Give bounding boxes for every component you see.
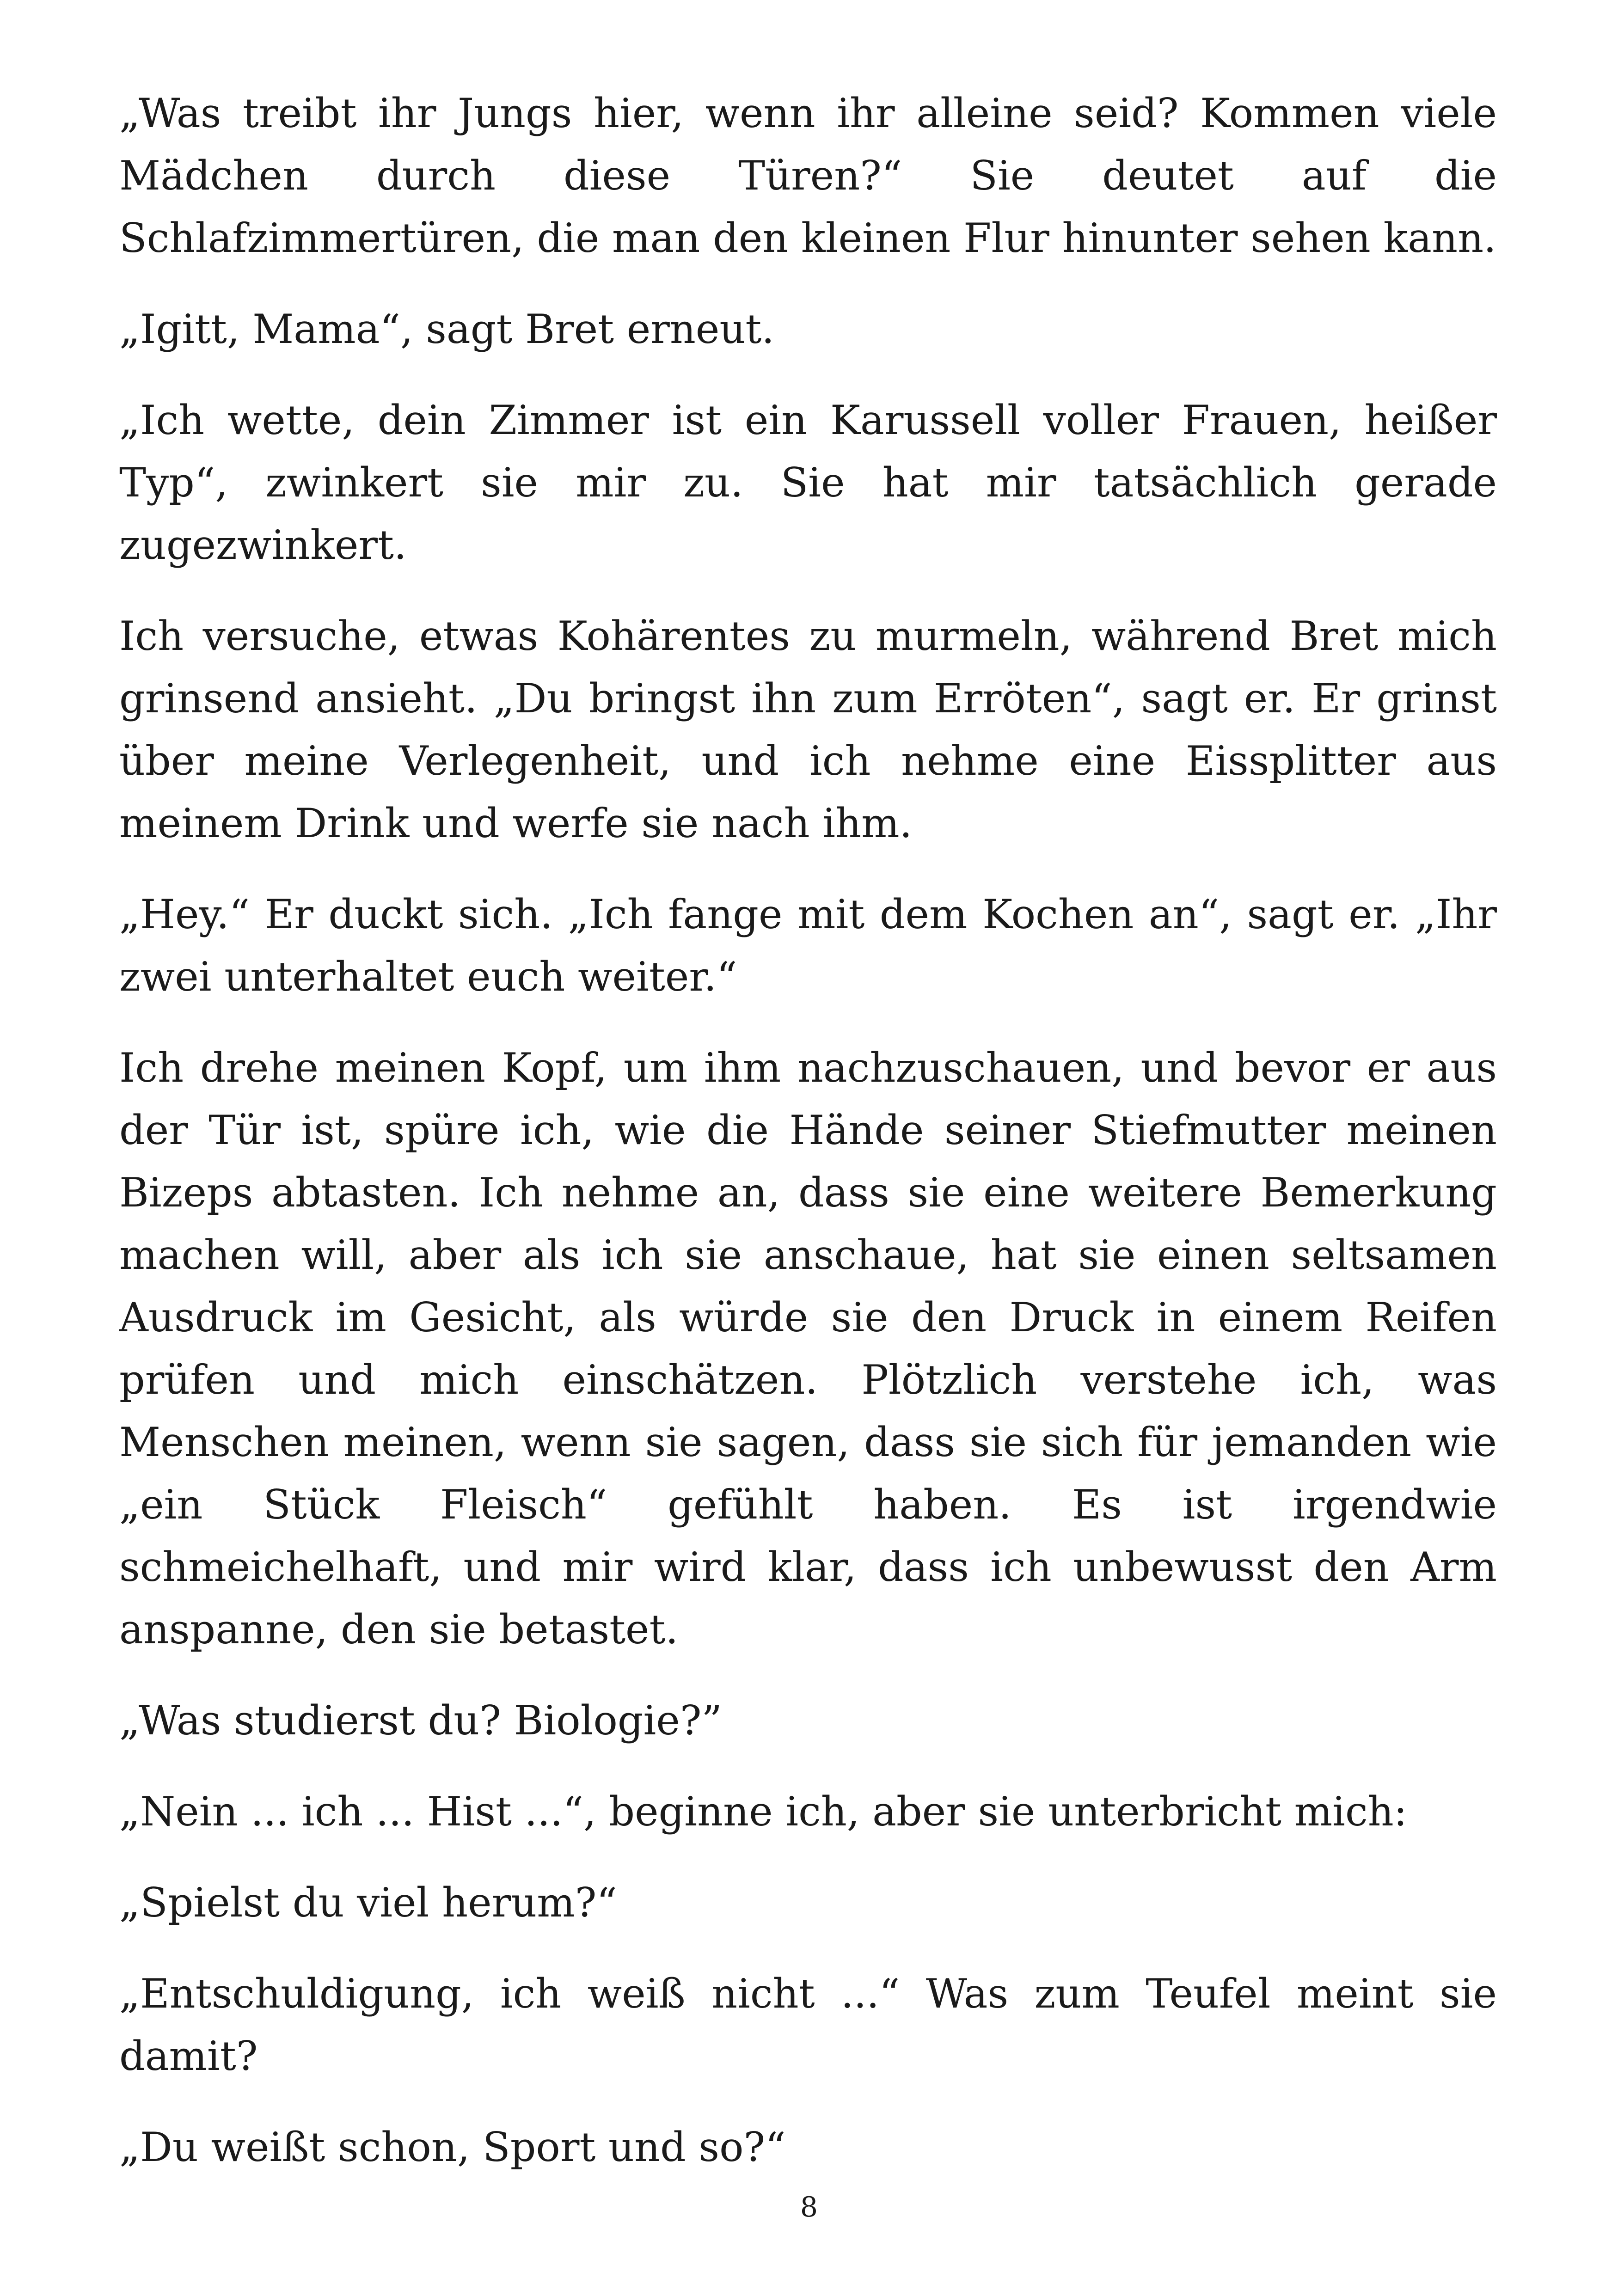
paragraph: „Entschuldigung, ich weiß nicht ...“ Was zum Teufel meint sie damit? [119,1970,1497,2080]
paragraph: „Was treibt ihr Jungs hier, wenn ihr alleine seid? Kommen viele Mädchen durch diese Türen?“ Sie deutet auf die Schlafzimmertüren, die man den kleinen Flur hinunter sehen kann. [119,90,1497,262]
paragraph: „Ich wette, dein Zimmer ist ein Karussell voller Frauen, heißer Typ“, zwinkert sie mir zu. Sie hat mir tatsächlich gerade zugezwinkert. [119,397,1497,569]
paragraph: „Spielst du viel herum?“ [119,1879,617,1926]
paragraph: „Hey.“ Er duckt sich. „Ich fange mit dem Kochen an“, sagt er. „Ihr zwei unterhaltet euch weiter.“ [119,891,1497,1000]
paragraph: „Igitt, Mama“, sagt Bret erneut. [119,306,774,353]
paragraph: „Nein ... ich ... Hist ...“, beginne ich, aber sie unterbricht mich: [119,1788,1408,1835]
paragraph: „Du weißt schon, Sport und so?“ [119,2124,786,2171]
body-text [119,82,1497,2207]
paragraph: Ich versuche, etwas Kohärentes zu murmeln, während Bret mich grinsend ansieht. „Du bringst ihn zum Erröten“, sagt er. Er grinst über meine Verlegenheit, und ich nehme eine Eissplitter aus meinem Drink und werfe sie nach ihm. [119,612,1497,847]
page-number: 8 [800,2191,818,2223]
paragraph: „Was studierst du? Biologie?” [119,1697,722,1744]
paragraph: Ich drehe meinen Kopf, um ihm nachzuschauen, und bevor er aus der Tür ist, spüre ich, wie die Hände seiner Stiefmutter meinen Bizeps abtasten. Ich nehme an, dass sie eine weitere Bemerkung machen will, aber als ich sie anschaue, hat sie einen seltsamen Ausdruck im Gesicht, als würde sie den Druck in einem Reifen prüfen und mich einschätzen. Plötzlich verstehe ich, was Menschen meinen, wenn sie sagen, dass sie sich für jemanden wie „ein Stück Fleisch“ gefühlt haben. Es ist irgendwie schmeichelhaft, und mir wird klar, dass ich unbewusst den Arm anspanne, den sie betastet. [119,1044,1497,1653]
